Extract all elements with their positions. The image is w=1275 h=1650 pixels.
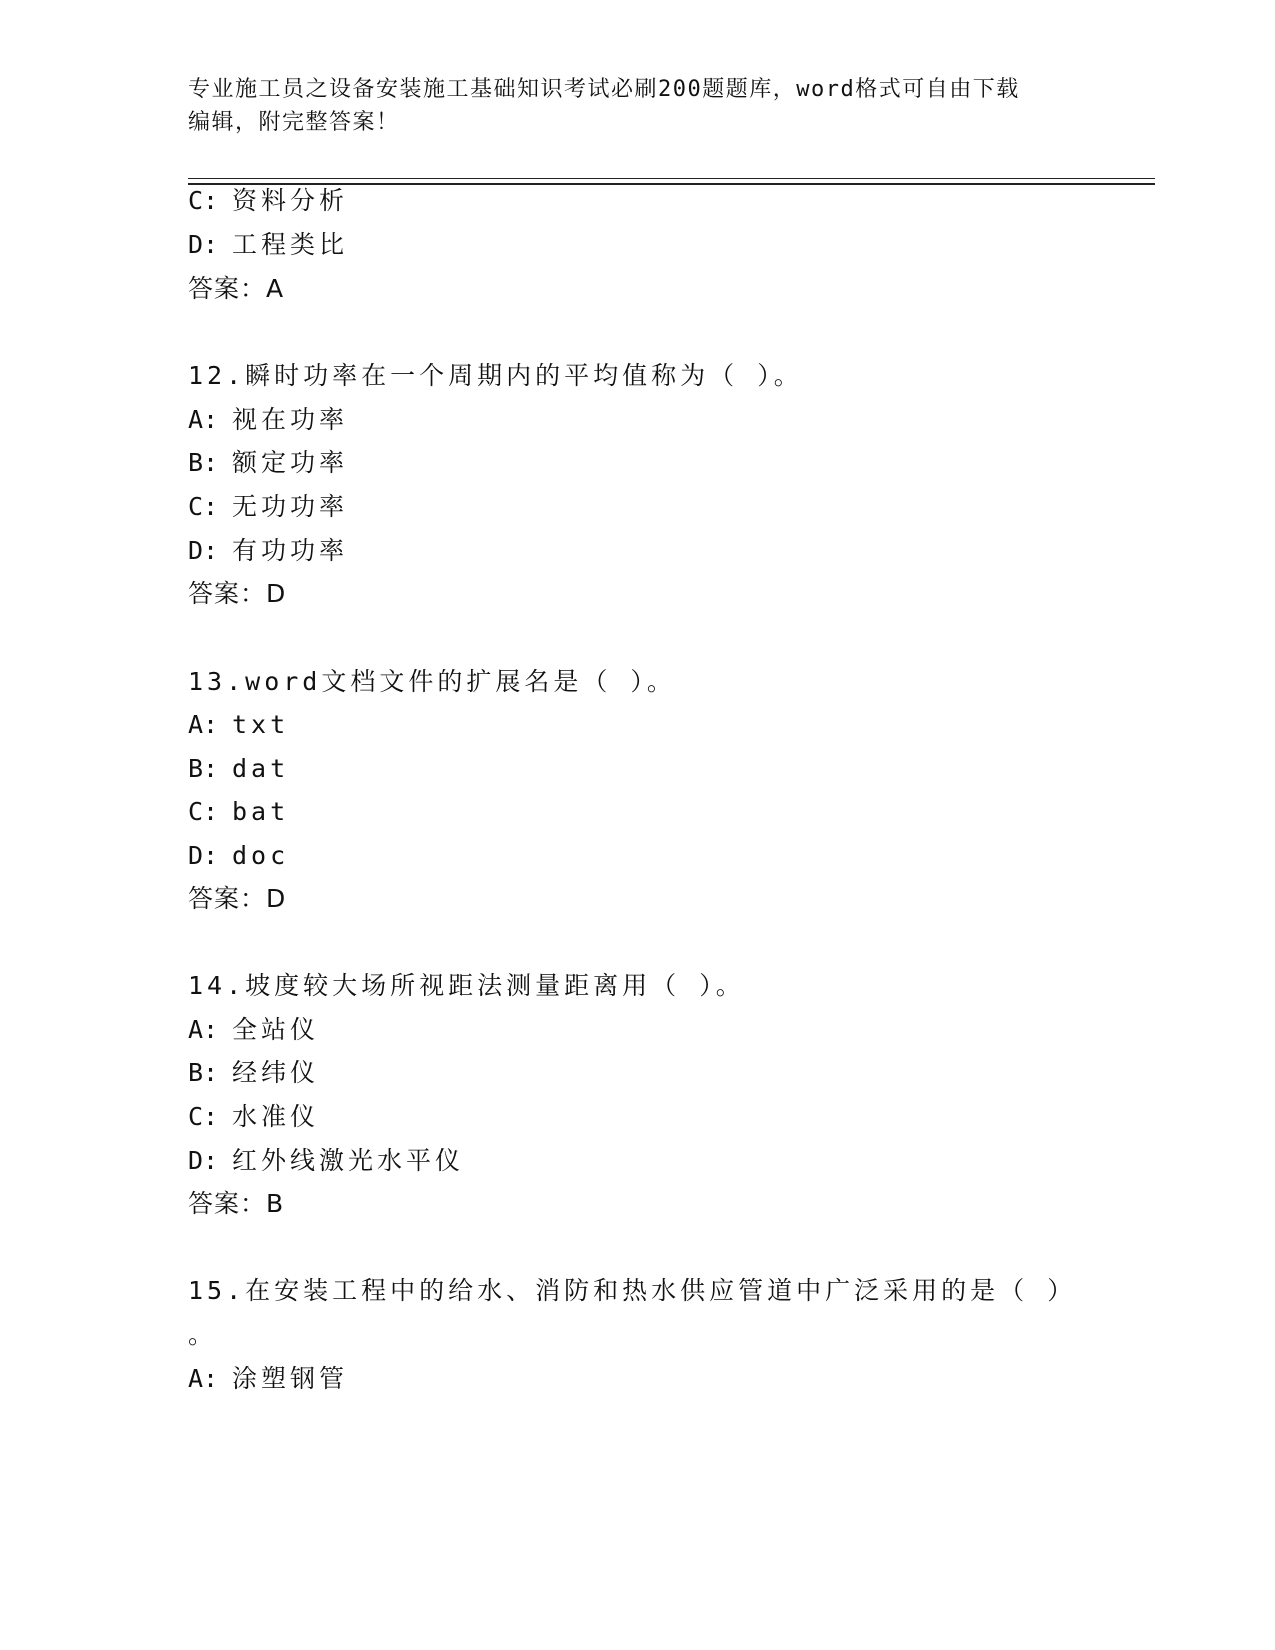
option-a	[188, 1015, 319, 1045]
option-label: B:	[188, 1058, 219, 1087]
option-text: 资料分析	[232, 186, 349, 215]
option-d	[188, 230, 348, 260]
option-d	[188, 841, 289, 871]
option-text: 全站仪	[232, 1015, 320, 1044]
option-label: C:	[188, 492, 219, 521]
option-text: 红外线激光水平仪	[232, 1146, 465, 1175]
option-c	[188, 797, 289, 827]
option-label: A:	[188, 1015, 219, 1044]
option-label: D:	[188, 841, 219, 870]
option-text: bat	[232, 797, 290, 826]
answer-line: 答案：D	[188, 579, 287, 608]
option-text: 水准仪	[232, 1102, 320, 1131]
option-label: D:	[188, 1146, 219, 1175]
option-label: A:	[188, 1364, 219, 1393]
question-stem: 13.word文档文件的扩展名是（ ）。	[188, 667, 676, 696]
option-text: 无功功率	[232, 492, 349, 521]
option-text: 有功功率	[232, 536, 349, 565]
option-label: A:	[188, 710, 219, 739]
option-label: C:	[188, 186, 219, 215]
option-label: A:	[188, 405, 219, 434]
option-d	[188, 1146, 464, 1176]
option-label: B:	[188, 754, 219, 783]
option-text: 视在功率	[232, 405, 349, 434]
option-text: 涂塑钢管	[232, 1364, 349, 1393]
header-line-2: 编辑，附完整答案！	[188, 110, 400, 135]
option-label: D:	[188, 536, 219, 565]
option-a	[188, 1364, 348, 1394]
option-label: D:	[188, 230, 219, 259]
option-text: txt	[232, 710, 290, 739]
document-header	[188, 73, 1088, 139]
option-text: dat	[232, 754, 290, 783]
answer-line: 答案：A	[188, 274, 285, 303]
answer-line: 答案：B	[188, 1189, 285, 1218]
option-c	[188, 492, 348, 522]
option-text: 工程类比	[232, 230, 349, 259]
question-stem: 12.瞬时功率在一个周期内的平均值称为（ ）。	[188, 361, 803, 390]
header-divider-thin	[188, 178, 1155, 179]
option-text: doc	[232, 841, 290, 870]
option-a	[188, 405, 348, 435]
answer-line: 答案：D	[188, 884, 287, 913]
option-label: C:	[188, 797, 219, 826]
question-stem: 15.在安装工程中的给水、消防和热水供应管道中广泛采用的是（ ）	[188, 1276, 1077, 1305]
option-c	[188, 186, 348, 216]
option-label: B:	[188, 448, 219, 477]
question-stem: 14.坡度较大场所视距法测量距离用（ ）。	[188, 971, 745, 1000]
header-line-1: 专业施工员之设备安装施工基础知识考试必刷200题题库，word格式可自由下载	[188, 77, 1020, 102]
option-text: 经纬仪	[232, 1058, 320, 1087]
option-text: 额定功率	[232, 448, 349, 477]
option-d	[188, 536, 348, 566]
header-divider-thick	[188, 183, 1155, 185]
option-label: C:	[188, 1102, 219, 1131]
option-b	[188, 1058, 319, 1088]
option-b	[188, 754, 289, 784]
option-b	[188, 448, 348, 478]
question-stem-wrap: 。	[188, 1320, 218, 1349]
option-c	[188, 1102, 319, 1132]
option-a	[188, 710, 289, 740]
